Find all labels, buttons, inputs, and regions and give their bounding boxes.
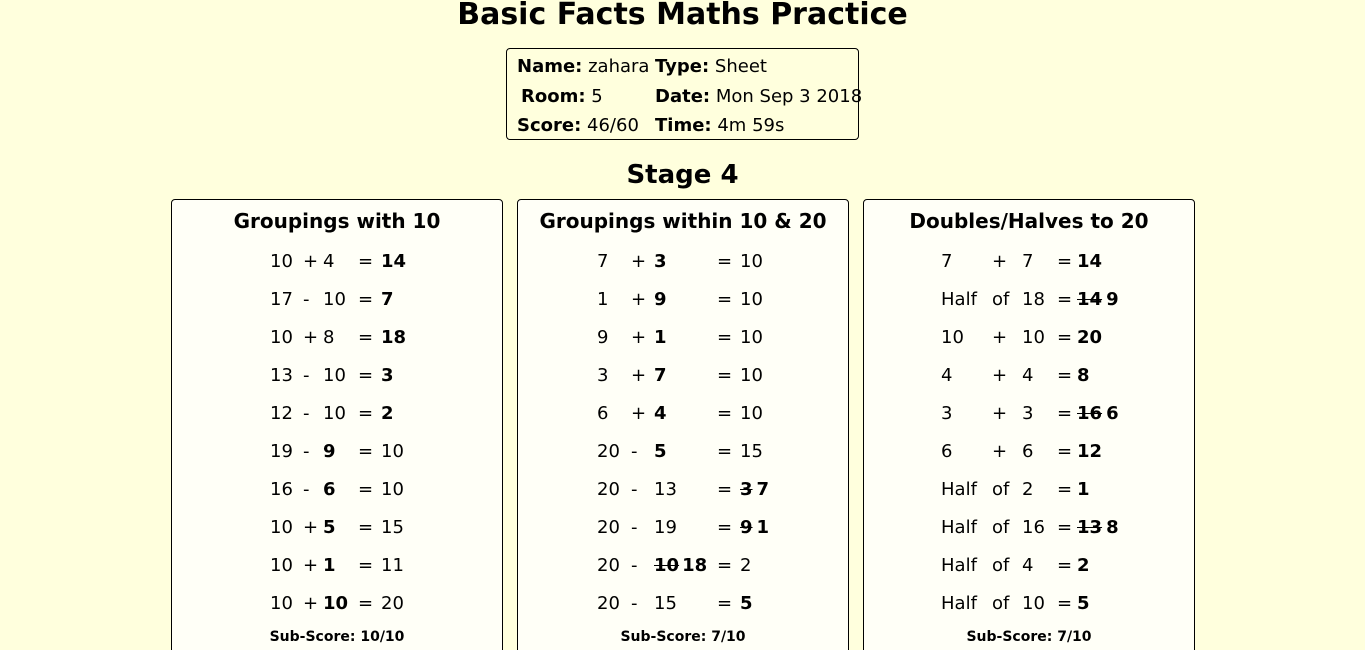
problem-row (172, 438, 502, 466)
problem-row (518, 324, 848, 352)
operand-a: Half (941, 479, 977, 500)
operand-a: 10 (941, 327, 964, 348)
operand-a: 7 (597, 251, 609, 272)
operator: - (631, 593, 638, 614)
result: 15 (740, 441, 763, 462)
operator: + (303, 593, 319, 614)
problem-row (172, 286, 502, 314)
operand-a: 10 (270, 327, 293, 348)
operator: - (631, 479, 638, 500)
operand-b: 10 (1022, 593, 1045, 614)
problem-row (172, 324, 502, 352)
operator: + (992, 441, 1008, 462)
operand-a: 10 (270, 555, 293, 576)
time-value: 4m 59s (717, 115, 785, 136)
operand-a: 4 (941, 365, 953, 386)
equals-sign: = (1057, 327, 1073, 348)
date-label: Date: (655, 86, 711, 107)
name-value: zahara (588, 56, 650, 77)
stage-heading: Stage 4 (626, 160, 739, 190)
operand-a: 19 (270, 441, 293, 462)
operand-b: 15 (654, 593, 677, 614)
name-label: Name: (517, 56, 583, 77)
operand-b: 10 (323, 593, 349, 614)
equals-sign: = (358, 403, 374, 424)
result: 2 (1077, 555, 1090, 576)
result: 11 (381, 555, 404, 576)
equals-sign: = (1057, 479, 1073, 500)
operator: + (992, 365, 1008, 386)
problem-row (172, 514, 502, 542)
result: 2 (381, 403, 394, 424)
problem-row (518, 286, 848, 314)
operand-b: 8 (323, 327, 335, 348)
equals-sign: = (358, 289, 374, 310)
correct-answer: 7 (756, 479, 770, 500)
operand-b: 2 (1022, 479, 1034, 500)
result: 7 (381, 289, 394, 310)
result: 14 (381, 251, 407, 272)
operand-b: 4 (1022, 365, 1034, 386)
operand-a: Half (941, 289, 977, 310)
operand-a: 10 (270, 517, 293, 538)
equals-sign: = (1057, 289, 1073, 310)
operator: + (631, 403, 647, 424)
operator: + (992, 403, 1008, 424)
equals-sign: = (1057, 441, 1073, 462)
result: 12 (1077, 441, 1103, 462)
operand-a: 12 (270, 403, 293, 424)
problem-row (172, 400, 502, 428)
result: 3 (381, 365, 394, 386)
operator: of (992, 479, 1010, 500)
result (1077, 514, 1119, 542)
operator: + (992, 251, 1008, 272)
operator: + (303, 251, 319, 272)
operand-b: 3 (1022, 403, 1034, 424)
equals-sign: = (1057, 403, 1073, 424)
problem-row (864, 438, 1194, 466)
equals-sign: = (717, 517, 733, 538)
equals-sign: = (717, 327, 733, 348)
operand-b: 4 (323, 251, 335, 272)
operator: - (303, 479, 310, 500)
score-label: Score: (517, 115, 582, 136)
equals-sign: = (1057, 517, 1073, 538)
problem-row (172, 362, 502, 390)
equals-sign: = (358, 555, 374, 576)
page-title: Basic Facts Maths Practice (457, 0, 908, 32)
equals-sign: = (358, 517, 374, 538)
equals-sign: = (358, 251, 374, 272)
problem-row (864, 286, 1194, 314)
result: 14 (1077, 251, 1103, 272)
problem-row (518, 552, 848, 580)
info-box (506, 48, 863, 140)
equals-sign: = (717, 593, 733, 614)
equals-sign: = (1057, 593, 1073, 614)
operand-a: 10 (270, 593, 293, 614)
result (740, 476, 769, 504)
operator: + (631, 327, 647, 348)
equals-sign: = (717, 441, 733, 462)
operator: - (303, 441, 310, 462)
problem-row (518, 362, 848, 390)
correct-answer: 9 (1106, 289, 1119, 310)
operand-b: 7 (654, 365, 667, 386)
problem-row (172, 552, 502, 580)
wrong-answer: 9 (740, 517, 753, 538)
equals-sign: = (358, 593, 374, 614)
operand-a: 13 (270, 365, 293, 386)
problem-row (864, 324, 1194, 352)
wrong-answer: 14 (1077, 289, 1103, 310)
wrong-answer: 3 (740, 479, 753, 500)
equals-sign: = (1057, 365, 1073, 386)
operator: - (303, 365, 310, 386)
type-row (655, 56, 767, 78)
result: 10 (381, 479, 404, 500)
problem-row (864, 590, 1194, 618)
panel-title: Groupings within 10 & 20 (539, 209, 827, 233)
problem-row (518, 590, 848, 618)
operator: of (992, 593, 1010, 614)
result: 2 (740, 555, 752, 576)
panel-groupings-within-10-20 (517, 199, 849, 650)
equals-sign: = (358, 479, 374, 500)
operand-b: 9 (323, 441, 336, 462)
result (740, 514, 769, 542)
operator: + (303, 327, 319, 348)
equals-sign: = (717, 555, 733, 576)
result: 5 (1077, 593, 1090, 614)
operator: - (631, 517, 638, 538)
panel-groupings-with-10 (171, 199, 503, 650)
equals-sign: = (1057, 555, 1073, 576)
equals-sign: = (358, 441, 374, 462)
operand-b: 10 (323, 403, 346, 424)
operator: + (992, 327, 1008, 348)
correct-answer: 1 (756, 517, 770, 538)
equals-sign: = (717, 289, 733, 310)
result: 10 (381, 441, 404, 462)
result: 20 (1077, 327, 1103, 348)
operand-a: 9 (597, 327, 609, 348)
operand-a: 6 (941, 441, 953, 462)
operator: + (303, 517, 319, 538)
operand-b: 1 (654, 327, 667, 348)
operand-a: 20 (597, 593, 620, 614)
score-row (517, 115, 639, 137)
operator: + (303, 555, 319, 576)
result (1077, 400, 1119, 428)
type-label: Type: (655, 56, 710, 77)
sub-score: Sub-Score: 10/10 (269, 629, 405, 645)
operand-a: 16 (270, 479, 293, 500)
problem-row (518, 476, 848, 504)
problem-row (518, 248, 848, 276)
operator: + (631, 365, 647, 386)
operator: of (992, 555, 1010, 576)
sub-score: Sub-Score: 7/10 (620, 629, 746, 645)
problem-row (172, 248, 502, 276)
operand-b: 6 (1022, 441, 1034, 462)
operand-a: 1 (597, 289, 609, 310)
operand-b: 13 (654, 479, 677, 500)
operator: + (631, 289, 647, 310)
problem-row (172, 590, 502, 618)
operator: of (992, 517, 1010, 538)
equals-sign: = (717, 479, 733, 500)
problem-row (864, 400, 1194, 428)
operand-a: 7 (941, 251, 953, 272)
equals-sign: = (358, 365, 374, 386)
result: 15 (381, 517, 404, 538)
operand-a: 20 (597, 517, 620, 538)
operand-b (654, 552, 707, 580)
operand-a: 3 (941, 403, 953, 424)
time-label: Time: (655, 115, 712, 136)
equals-sign: = (717, 365, 733, 386)
room-label: Room: (521, 86, 586, 107)
operand-b: 10 (323, 289, 346, 310)
panel-title: Doubles/Halves to 20 (909, 209, 1149, 233)
problem-row (864, 514, 1194, 542)
operand-b: 3 (654, 251, 667, 272)
operand-b: 4 (1022, 555, 1034, 576)
operand-b: 10 (1022, 327, 1045, 348)
result: 10 (740, 289, 763, 310)
operand-b: 5 (654, 441, 667, 462)
result: 1 (1077, 479, 1090, 500)
date-value: Mon Sep 3 2018 (715, 86, 863, 107)
problem-row (864, 552, 1194, 580)
wrong-answer: 13 (1077, 517, 1103, 538)
result: 10 (740, 327, 763, 348)
equals-sign: = (1057, 251, 1073, 272)
operand-a: 20 (597, 441, 620, 462)
operand-b: 7 (1022, 251, 1034, 272)
operator: - (303, 403, 310, 424)
operand-b: 16 (1022, 517, 1045, 538)
result: 18 (381, 327, 407, 348)
operand-a: 20 (597, 555, 620, 576)
operand-b: 18 (1022, 289, 1045, 310)
operator: - (303, 289, 310, 310)
panel-title: Groupings with 10 (233, 209, 441, 233)
room-value: 5 (591, 86, 603, 107)
problem-row (864, 248, 1194, 276)
equals-sign: = (717, 251, 733, 272)
operand-b: 6 (323, 479, 336, 500)
operand-a: 3 (597, 365, 609, 386)
room-row (521, 86, 603, 108)
operand-b: 9 (654, 289, 667, 310)
operand-a: Half (941, 593, 977, 614)
result: 20 (381, 593, 404, 614)
sub-score: Sub-Score: 7/10 (966, 629, 1092, 645)
result: 10 (740, 251, 763, 272)
time-row (655, 115, 784, 137)
operand-a: Half (941, 555, 977, 576)
correct-answer: 6 (1106, 403, 1119, 424)
problem-row (864, 362, 1194, 390)
equals-sign: = (717, 403, 733, 424)
operand-a: 10 (270, 251, 293, 272)
correct-answer: 18 (682, 555, 708, 576)
problem-row (518, 514, 848, 542)
result (1077, 286, 1119, 314)
score-value: 46/60 (587, 115, 639, 136)
operand-a: 6 (597, 403, 609, 424)
operator: - (631, 441, 638, 462)
operator: of (992, 289, 1010, 310)
date-row (655, 86, 862, 108)
operator: + (631, 251, 647, 272)
problem-row (518, 438, 848, 466)
wrong-answer: 10 (654, 555, 680, 576)
problem-row (518, 400, 848, 428)
operator: - (631, 555, 638, 576)
operand-b: 5 (323, 517, 336, 538)
panel-doubles-halves-to-20 (863, 199, 1195, 650)
operand-a: 20 (597, 479, 620, 500)
result: 10 (740, 365, 763, 386)
type-value: Sheet (714, 56, 767, 77)
correct-answer: 8 (1106, 517, 1119, 538)
problem-row (172, 476, 502, 504)
result: 8 (1077, 365, 1090, 386)
wrong-answer: 16 (1077, 403, 1103, 424)
operand-b: 19 (654, 517, 677, 538)
name-row (517, 56, 649, 78)
result: 10 (740, 403, 763, 424)
operand-b: 1 (323, 555, 336, 576)
operand-a: 17 (270, 289, 293, 310)
result: 5 (740, 593, 753, 614)
equals-sign: = (358, 327, 374, 348)
operand-b: 4 (654, 403, 667, 424)
operand-b: 10 (323, 365, 346, 386)
operand-a: Half (941, 517, 977, 538)
problem-row (864, 476, 1194, 504)
